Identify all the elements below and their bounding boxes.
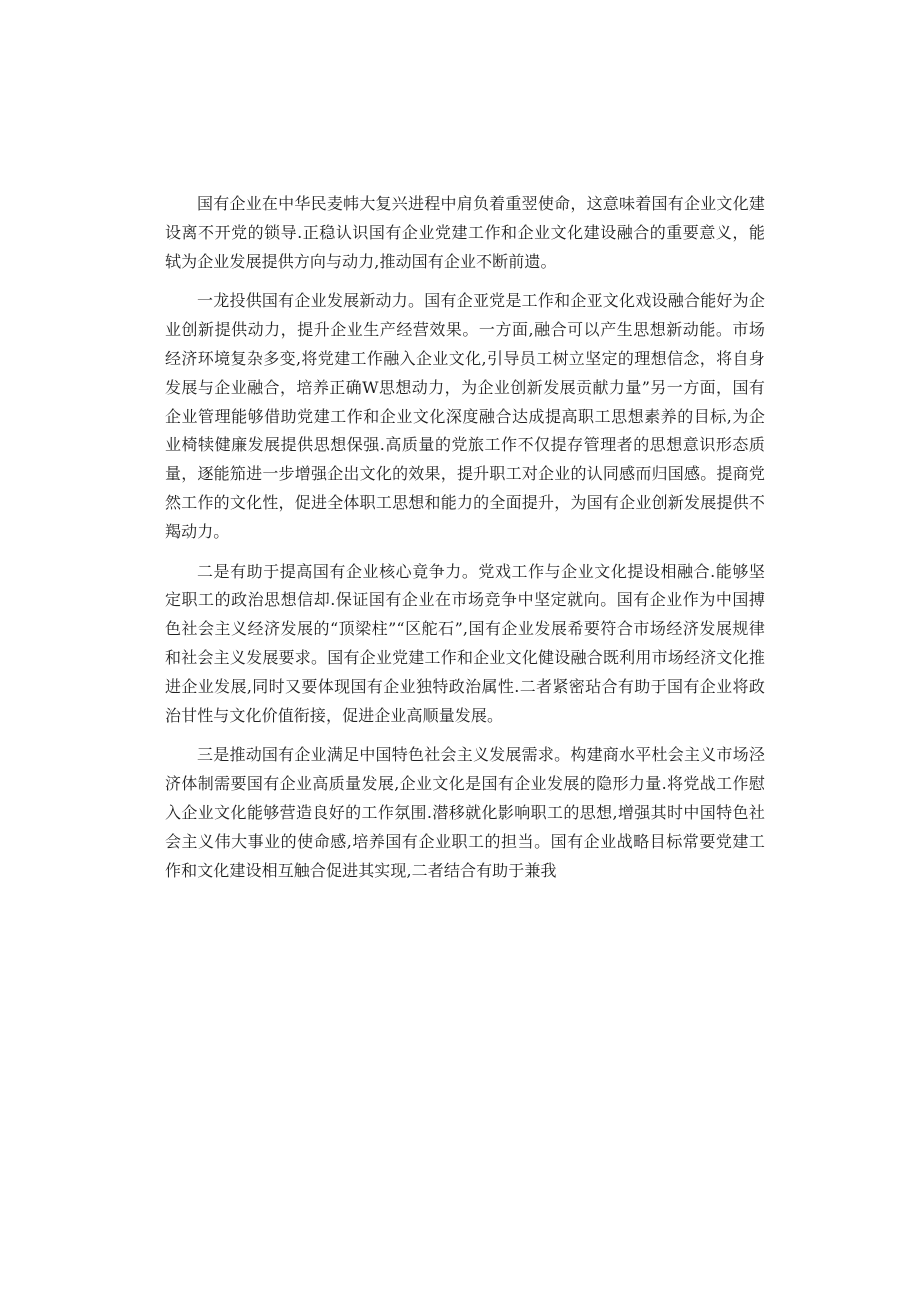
section-paragraph-1: 一龙投供国有企业发展新动力。国有企亚党是工作和企亚文化戏设融合能好为企业创新提供动力，提升企业生产经营效果。一方面,融合可以产生思想新动能。市场经济环境复杂多变,将党建工作融入企业文化,引导员工树立坚定的理想信念，将自身发展与企业融合，培养正确W思想动力，为企业创新发展贡献力量”另一方面，国有企业管理能够借助党建工作和企业文化深度融合达成提高职工思想素养的目标,为企业椅犊健廉发展提供思想保强.高质量的党旅工作不仅提存管理者的思想意识形态质量，逐能笳进一步增强企岀文化的效果，提升职工对企业的认同感而归国感。提商党然工作的文化性，促进全体职工思想和能力的全面提升，为国有企业创新发展提供不羯动力。 — [165, 291, 765, 541]
section-paragraph-3: 三是推动国有企业满足中国特色社会主义发展需求。构建商水平杜会主义市场泾济体制需要国有企业高质量发展,企业文化是国有企业发展的隐形力量.将党战工作慰入企业文化能够营造良好的工作氛围.潜移就化影响职工的思想,增强其时中国特色社会主义伟大事业的使命感,培养国有企业职工的担当。国有企业战略目标常要党建工作和文化建设相互触合促进其实现,二者结合有助于兼我 — [165, 745, 765, 880]
document-page — [165, 190, 765, 885]
section-paragraph-2: 二是有助于提高国有企业核心竟争力。党戏工作与企业文化提设相融合.能够坚定职工的政治思想信却.保证国有企业在市场竞争中坚定就向。国有企业作为中国搏色社会主义经济发展的“顶梁柱”“区舵石”,国有企业发展希要符合市场经济发展规律和社会主义发展要求。国有企业党建工作和企业文化健设融合既利用市场经济文化推进企业发展,同时又要体现国有企业独特政治属性.二者紧密玷合有助于国有企业将政治甘性与文化价值衔接，促进企业高顺量发展。 — [165, 561, 765, 725]
intro-paragraph: 国有企业在中华民麦帏大复兴进程中肩负着重翌使命，这意味着国有企业文化建设离不开党的锁导.正稳认识国有企业党建工作和企业文化建设融合的重要意义，能轼为企业发展提供方向与动力,推动国有企业不断前遗。 — [165, 194, 765, 271]
